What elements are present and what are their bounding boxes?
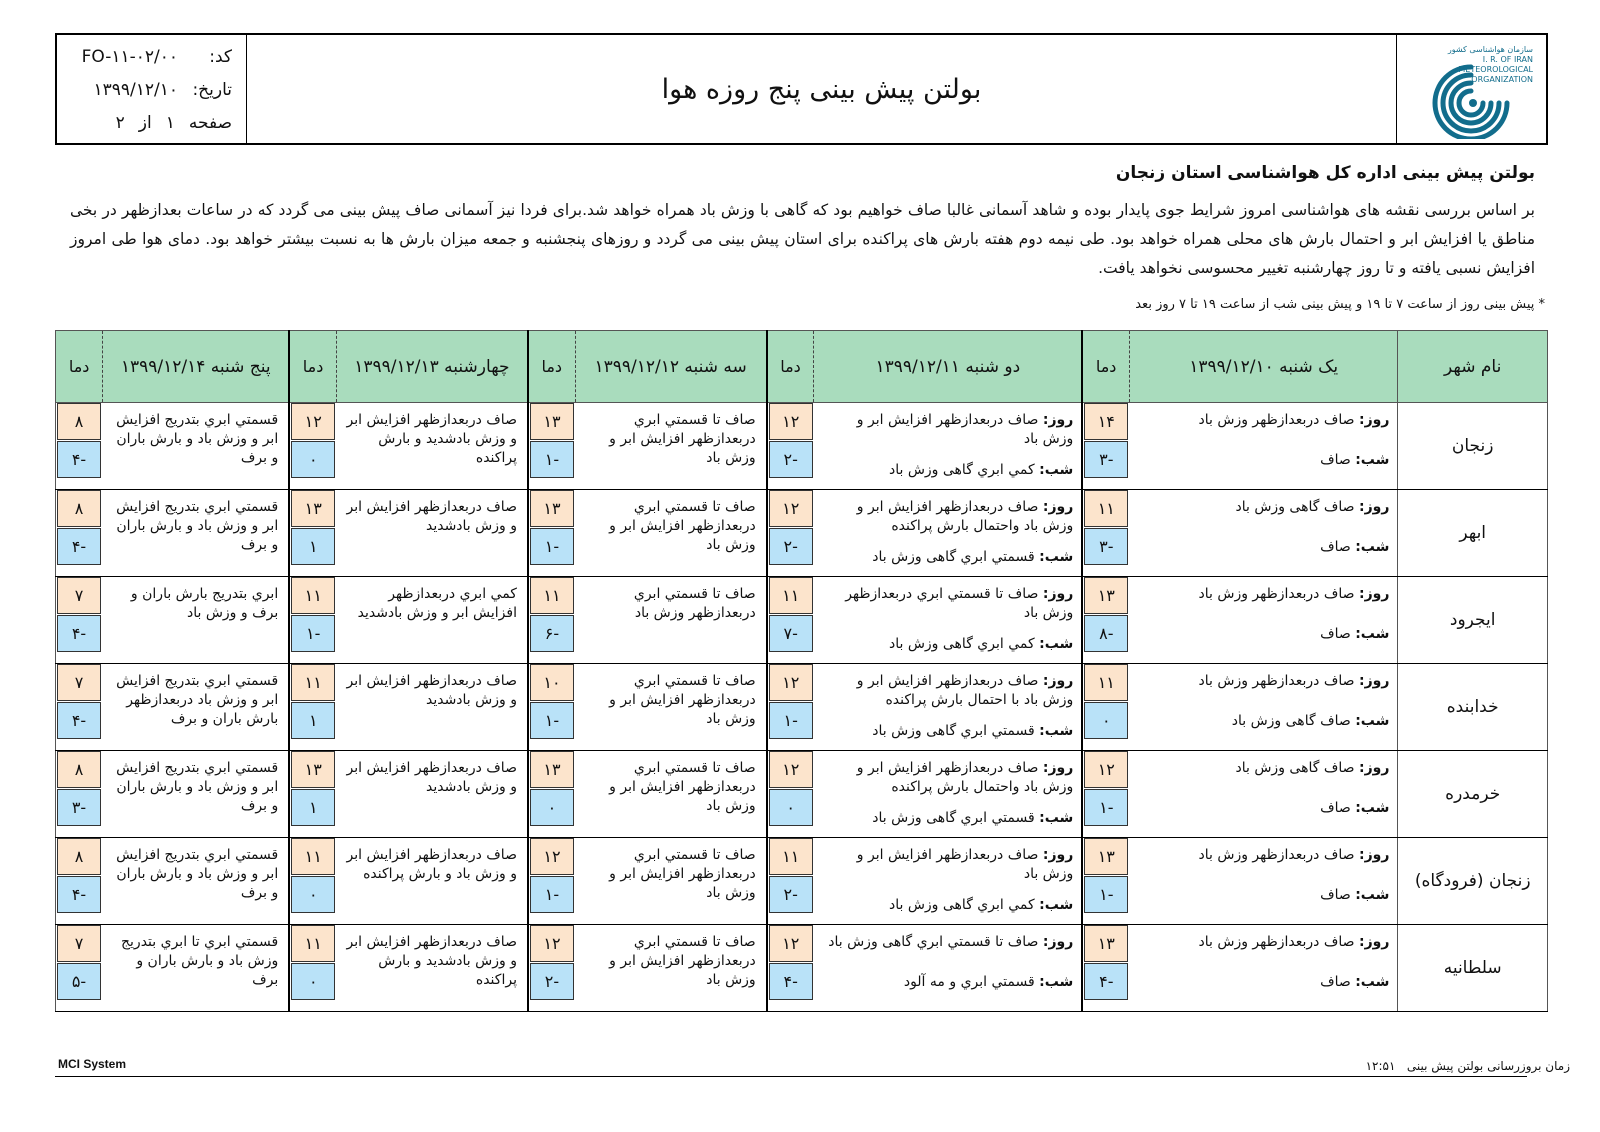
day-forecast: روز: صاف تا قسمتي ابري دربعدازظهر وزش باد [845, 586, 1074, 621]
day-column-header: دو شنبه ۱۳۹۹/۱۲/۱۱ [814, 331, 1082, 403]
day-column-header: پنج شنبه ۱۳۹۹/۱۲/۱۴ [103, 331, 290, 403]
temperature-cell [1082, 664, 1129, 751]
day-forecast: روز: صاف دربعدازظهر وزش باد [1198, 412, 1390, 428]
max-temperature: ۱۳ [530, 403, 574, 440]
max-temperature: ۱۲ [530, 838, 574, 875]
table-row [56, 838, 1548, 925]
temperature-cell [56, 925, 103, 1012]
min-temperature: -۱ [291, 615, 335, 652]
temperature-cell [289, 838, 336, 925]
min-temperature: -۱ [1084, 789, 1128, 826]
night-forecast: شب: صاف [1320, 887, 1390, 903]
day-column-header: یک شنبه ۱۳۹۹/۱۲/۱۰ [1129, 331, 1397, 403]
forecast-cell [103, 664, 290, 751]
night-forecast: شب: صاف [1320, 626, 1390, 642]
forecast-cell [1129, 751, 1397, 838]
max-temperature: ۱۰ [530, 664, 574, 701]
max-temperature: ۱۲ [769, 664, 813, 701]
max-temperature: ۱۱ [291, 577, 335, 614]
page-of: از [138, 113, 152, 133]
temperature-cell [56, 664, 103, 751]
max-temperature: ۱۲ [769, 490, 813, 527]
max-temperature: ۱۳ [291, 751, 335, 788]
forecast-cell [1129, 838, 1397, 925]
day-forecast: روز: صاف دربعدازظهر وزش باد [1198, 673, 1390, 689]
max-temperature: ۸ [57, 838, 101, 875]
min-temperature: -۲ [769, 441, 813, 478]
forecast-cell [336, 577, 528, 664]
day-forecast: روز: صاف دربعدازظهر افزایش ابر و وزش باد [856, 847, 1074, 882]
night-forecast: شب: قسمتي ابري گاهی وزش باد [872, 810, 1074, 826]
max-temperature: ۱۲ [769, 925, 813, 962]
forecast-text: صاف تا قسمتي ابري دربعدازظهر افزایش ابر و وزش باد [609, 847, 756, 901]
temp-column-header: دما [56, 331, 103, 403]
forecast-cell [814, 838, 1082, 925]
temperature-cell [1082, 838, 1129, 925]
forecast-cell [336, 925, 528, 1012]
temperature-cell [767, 403, 814, 490]
min-temperature: ۰ [530, 789, 574, 826]
min-temperature: ۰ [291, 876, 335, 913]
min-temperature: -۱ [769, 702, 813, 739]
forecast-cell [814, 490, 1082, 577]
max-temperature: ۷ [57, 925, 101, 962]
forecast-cell [103, 838, 290, 925]
forecast-text: صاف دربعدازظهر افزایش ابر و وزش باد و بارش پراکنده [346, 847, 517, 882]
forecast-text: صاف تا قسمتي ابري دربعدازظهر افزایش ابر و وزش باد [609, 673, 756, 727]
document-meta [57, 35, 247, 143]
day-forecast: روز: صاف گاهی وزش باد [1235, 760, 1390, 776]
temperature-cell [1082, 751, 1129, 838]
forecast-text: قسمتي ابري بتدریج افزایش ابر و وزش باد و بارش باران و برف [116, 412, 279, 466]
forecast-cell [103, 751, 290, 838]
forecast-cell [336, 664, 528, 751]
city-name: خدابنده [1398, 664, 1548, 751]
temperature-cell [767, 925, 814, 1012]
meteorological-organization-logo [1407, 43, 1535, 139]
bulletin-header [55, 33, 1548, 145]
temperature-cell [56, 577, 103, 664]
min-temperature: -۴ [57, 441, 101, 478]
temperature-cell [289, 664, 336, 751]
temperature-cell [1082, 490, 1129, 577]
forecast-cell [814, 664, 1082, 751]
forecast-cell [814, 403, 1082, 490]
temp-column-header: دما [528, 331, 575, 403]
forecast-cell [575, 490, 767, 577]
forecast-text: صاف تا قسمتي ابري دربعدازظهر افزایش ابر و وزش باد [609, 934, 756, 988]
day-forecast: روز: صاف تا قسمتي ابري گاهی وزش باد [828, 934, 1074, 950]
night-forecast: شب: قسمتي ابري گاهی وزش باد [872, 549, 1074, 565]
temperature-cell [528, 838, 575, 925]
temperature-cell [1082, 403, 1129, 490]
temperature-cell [56, 403, 103, 490]
min-temperature: -۸ [1084, 615, 1128, 652]
max-temperature: ۱۱ [291, 925, 335, 962]
table-header-row [56, 331, 1548, 403]
forecast-table [55, 330, 1548, 1012]
update-time-info [1366, 1059, 1570, 1073]
min-temperature: -۵ [57, 963, 101, 1000]
forecast-text: صاف دربعدازظهر افزایش ابر و وزش بادشدید و بارش پراکنده [346, 412, 517, 466]
temperature-cell [767, 490, 814, 577]
min-temperature: -۴ [769, 963, 813, 1000]
page-title: بولتن پیش بینی پنج روزه هوا [661, 73, 982, 105]
temperature-cell [1082, 925, 1129, 1012]
min-temperature: -۳ [1084, 528, 1128, 565]
code-value: FO-۱۱-۰۲/۰۰ [81, 47, 178, 67]
max-temperature: ۸ [57, 751, 101, 788]
temp-column-header: دما [289, 331, 336, 403]
forecast-cell [103, 490, 290, 577]
min-temperature: ۱ [291, 789, 335, 826]
min-temperature: ۰ [1084, 702, 1128, 739]
table-row [56, 490, 1548, 577]
max-temperature: ۱۳ [1084, 577, 1128, 614]
min-temperature: -۴ [57, 528, 101, 565]
temp-column-header: دما [767, 331, 814, 403]
forecast-time-note: * پیش بینی روز از ساعت ۷ تا ۱۹ و پیش بینی شب از ساعت ۱۹ تا ۷ روز بعد [1135, 297, 1545, 312]
forecast-cell [1129, 925, 1397, 1012]
min-temperature: ۰ [291, 963, 335, 1000]
forecast-text: صاف دربعدازظهر افزایش ابر و وزش بادشدید و بارش پراکنده [346, 934, 517, 988]
forecast-text: قسمتي ابري تا ابري بتدریج وزش باد و بارش باران و برف [121, 934, 279, 988]
temperature-cell [56, 490, 103, 577]
forecast-cell [336, 751, 528, 838]
city-name: زنجان [1398, 403, 1548, 490]
page-number: ۱ [165, 113, 175, 133]
temperature-cell [767, 751, 814, 838]
forecast-cell [575, 664, 767, 751]
max-temperature: ۱۲ [530, 925, 574, 962]
min-temperature: -۴ [1084, 963, 1128, 1000]
min-temperature: -۳ [1084, 441, 1128, 478]
min-temperature: -۴ [57, 702, 101, 739]
temperature-cell [289, 577, 336, 664]
temperature-cell [289, 751, 336, 838]
table-row [56, 577, 1548, 664]
forecast-text: صاف دربعدازظهر افزایش ابر و وزش بادشدید [346, 499, 517, 534]
max-temperature: ۱۱ [291, 838, 335, 875]
max-temperature: ۷ [57, 577, 101, 614]
day-forecast: روز: صاف دربعدازظهر افزایش ابر و وزش باد [856, 412, 1074, 447]
temperature-cell [528, 490, 575, 577]
max-temperature: ۱۳ [1084, 925, 1128, 962]
intro-body: بر اساس بررسی نقشه های هواشناسی امروز شرایط جوی پایدار بوده و شاهد آسمانی غالبا صاف خواهیم بود که گاهی با وزش باد همراه خواهد شد.برای فردا نیز آسمانی صاف پیش بینی می گردد که در ساعات بعدازظهر در بخی مناطق یا افزایش ابر و احتمال بارش های محلی همراه خواهد بود. طی نیمه دوم هفته بارش های پراکنده برای استان پیش بینی می گردد و روزهای پنجشنبه و جمعه میزان بارش ها به نسبت بیشتر خواهد بود. دمای هوا طی امروز افزایش نسبی یافته و تا روز چهارشنبه تغییر محسوسی نخواهد یافت. [70, 201, 1535, 277]
temperature-cell [767, 664, 814, 751]
date-row [93, 80, 232, 100]
forecast-cell [336, 490, 528, 577]
min-temperature: ۱ [291, 702, 335, 739]
day-column-header: سه شنبه ۱۳۹۹/۱۲/۱۲ [575, 331, 767, 403]
page-label: صفحه [188, 113, 232, 133]
min-temperature: -۴ [57, 876, 101, 913]
max-temperature: ۱۱ [291, 664, 335, 701]
logo-text: سازمان هواشناسی کشور I. R. OF IRAN METEOROLOGICAL ORGANIZATION [1447, 45, 1533, 84]
night-forecast: شب: قسمتي ابري و مه آلود [903, 974, 1074, 990]
max-temperature: ۱۳ [530, 490, 574, 527]
min-temperature: -۴ [57, 615, 101, 652]
min-temperature: ۱ [291, 528, 335, 565]
forecast-cell [103, 577, 290, 664]
update-time: ۱۲:۵۱ [1365, 1059, 1396, 1073]
forecast-text: صاف دربعدازظهر افزایش ابر و وزش بادشدید [346, 760, 517, 795]
night-forecast: شب: صاف [1320, 974, 1390, 990]
forecast-text: قسمتي ابري بتدریج افزایش ابر و وزش باد و بارش باران و برف [116, 847, 279, 901]
code-row [82, 47, 232, 67]
temperature-cell [289, 403, 336, 490]
forecast-cell [103, 925, 290, 1012]
forecast-cell [1129, 403, 1397, 490]
max-temperature: ۱۱ [769, 577, 813, 614]
forecast-cell [575, 751, 767, 838]
temperature-cell [289, 490, 336, 577]
temperature-cell [528, 664, 575, 751]
night-forecast: شب: کمي ابري گاهی وزش باد [888, 462, 1074, 478]
min-temperature: ۰ [769, 789, 813, 826]
day-forecast: روز: صاف دربعدازظهر افزایش ابر و وزش باد واحتمال بارش پراکنده [856, 499, 1074, 534]
date-value: ۱۳۹۹/۱۲/۱۰ [93, 80, 178, 100]
forecast-text: قسمتي ابري بتدریج افزایش ابر و وزش باد و بارش باران و برف [116, 760, 279, 814]
temperature-cell [528, 925, 575, 1012]
temperature-cell [528, 577, 575, 664]
table-row [56, 664, 1548, 751]
table-row [56, 403, 1548, 490]
date-label: تاریخ: [192, 80, 232, 100]
max-temperature: ۱۱ [769, 838, 813, 875]
forecast-text: صاف تا قسمتي ابري دربعدازظهر افزایش ابر و وزش باد [609, 499, 756, 553]
intro-title: بولتن پیش بینی اداره کل هواشناسی استان زنجان [1115, 163, 1535, 183]
forecast-cell [814, 577, 1082, 664]
temperature-cell [767, 838, 814, 925]
forecast-cell [336, 838, 528, 925]
forecast-cell [575, 838, 767, 925]
min-temperature: -۲ [530, 963, 574, 1000]
table-row [56, 751, 1548, 838]
forecast-text: قسمتي ابري بتدریج افزایش ابر و وزش باد و بارش باران و برف [116, 499, 279, 553]
update-label: زمان بروزرسانی بولتن پیش بینی [1406, 1059, 1570, 1073]
day-forecast: روز: صاف دربعدازظهر افزایش ابر و وزش باد با احتمال بارش پراکنده [856, 673, 1074, 708]
code-label: کد: [209, 47, 232, 67]
city-name: خرمدره [1398, 751, 1548, 838]
night-forecast: شب: صاف [1320, 800, 1390, 816]
city-name: زنجان (فرودگاه) [1398, 838, 1548, 925]
forecast-text: قسمتي ابري بتدریج افزایش ابر و وزش باد دربعدازظهر بارش باران و برف [116, 673, 279, 727]
forecast-cell [814, 925, 1082, 1012]
page-row [116, 113, 232, 133]
forecast-text: صاف تا قسمتي ابري دربعدازظهر افزایش ابر و وزش باد [609, 412, 756, 466]
forecast-cell [814, 751, 1082, 838]
night-forecast: شب: صاف [1320, 539, 1390, 555]
forecast-cell [336, 403, 528, 490]
table-row [56, 925, 1548, 1012]
min-temperature: -۱ [530, 876, 574, 913]
day-forecast: روز: صاف دربعدازظهر افزایش ابر و وزش باد واحتمال بارش پراکنده [856, 760, 1074, 795]
day-forecast: روز: صاف دربعدازظهر وزش باد [1198, 934, 1390, 950]
min-temperature: ۰ [291, 441, 335, 478]
min-temperature: -۱ [530, 441, 574, 478]
forecast-text: صاف دربعدازظهر افزایش ابر و وزش بادشدید [346, 673, 517, 708]
temperature-cell [767, 577, 814, 664]
logo-cell [1396, 35, 1546, 143]
day-forecast: روز: صاف دربعدازظهر وزش باد [1198, 586, 1390, 602]
min-temperature: -۶ [530, 615, 574, 652]
night-forecast: شب: صاف گاهی وزش باد [1231, 713, 1390, 729]
max-temperature: ۸ [57, 490, 101, 527]
max-temperature: ۸ [57, 403, 101, 440]
max-temperature: ۱۴ [1084, 403, 1128, 440]
max-temperature: ۱۳ [291, 490, 335, 527]
max-temperature: ۱۱ [1084, 490, 1128, 527]
night-forecast: شب: قسمتي ابري گاهی وزش باد [872, 723, 1074, 739]
forecast-cell [1129, 577, 1397, 664]
city-name: ایجرود [1398, 577, 1548, 664]
min-temperature: -۷ [769, 615, 813, 652]
min-temperature: -۱ [1084, 876, 1128, 913]
city-name: ابهر [1398, 490, 1548, 577]
day-column-header: چهارشنبه ۱۳۹۹/۱۲/۱۳ [336, 331, 528, 403]
min-temperature: -۱ [530, 528, 574, 565]
temperature-cell [528, 751, 575, 838]
max-temperature: ۱۳ [530, 751, 574, 788]
forecast-cell [1129, 664, 1397, 751]
temperature-cell [289, 925, 336, 1012]
night-forecast: شب: کمي ابري گاهی وزش باد [888, 636, 1074, 652]
max-temperature: ۱۳ [1084, 838, 1128, 875]
temperature-cell [1082, 577, 1129, 664]
max-temperature: ۱۲ [769, 751, 813, 788]
forecast-cell [575, 577, 767, 664]
max-temperature: ۱۲ [1084, 751, 1128, 788]
min-temperature: -۱ [530, 702, 574, 739]
max-temperature: ۱۱ [1084, 664, 1128, 701]
max-temperature: ۱۲ [769, 403, 813, 440]
temperature-cell [56, 838, 103, 925]
max-temperature: ۱۲ [291, 403, 335, 440]
day-forecast: روز: صاف دربعدازظهر وزش باد [1198, 847, 1390, 863]
temperature-cell [528, 403, 575, 490]
min-temperature: -۲ [769, 876, 813, 913]
forecast-cell [103, 403, 290, 490]
night-forecast: شب: کمي ابري گاهی وزش باد [888, 897, 1074, 913]
forecast-text: صاف تا قسمتي ابري دربعدازظهر افزایش ابر و وزش باد [609, 760, 756, 814]
forecast-cell [575, 403, 767, 490]
forecast-cell [575, 925, 767, 1012]
min-temperature: -۳ [57, 789, 101, 826]
temperature-cell [56, 751, 103, 838]
max-temperature: ۱۱ [530, 577, 574, 614]
max-temperature: ۷ [57, 664, 101, 701]
city-name: سلطانیه [1398, 925, 1548, 1012]
footer-divider [55, 1076, 1527, 1077]
temp-column-header: دما [1082, 331, 1129, 403]
city-column-header: نام شهر [1398, 331, 1548, 403]
system-name: MCI System [58, 1057, 127, 1071]
forecast-text: ابري بتدریج بارش باران و برف و وزش باد [130, 586, 279, 621]
forecast-cell [1129, 490, 1397, 577]
forecast-text: صاف تا قسمتي ابري دربعدازظهر وزش باد [633, 586, 756, 621]
forecast-text: کمي ابري دربعدازظهر افزایش ابر و وزش بادشدید [357, 586, 517, 621]
page-total: ۲ [115, 113, 125, 133]
night-forecast: شب: صاف [1320, 452, 1390, 468]
day-forecast: روز: صاف گاهی وزش باد [1235, 499, 1390, 515]
min-temperature: -۲ [769, 528, 813, 565]
